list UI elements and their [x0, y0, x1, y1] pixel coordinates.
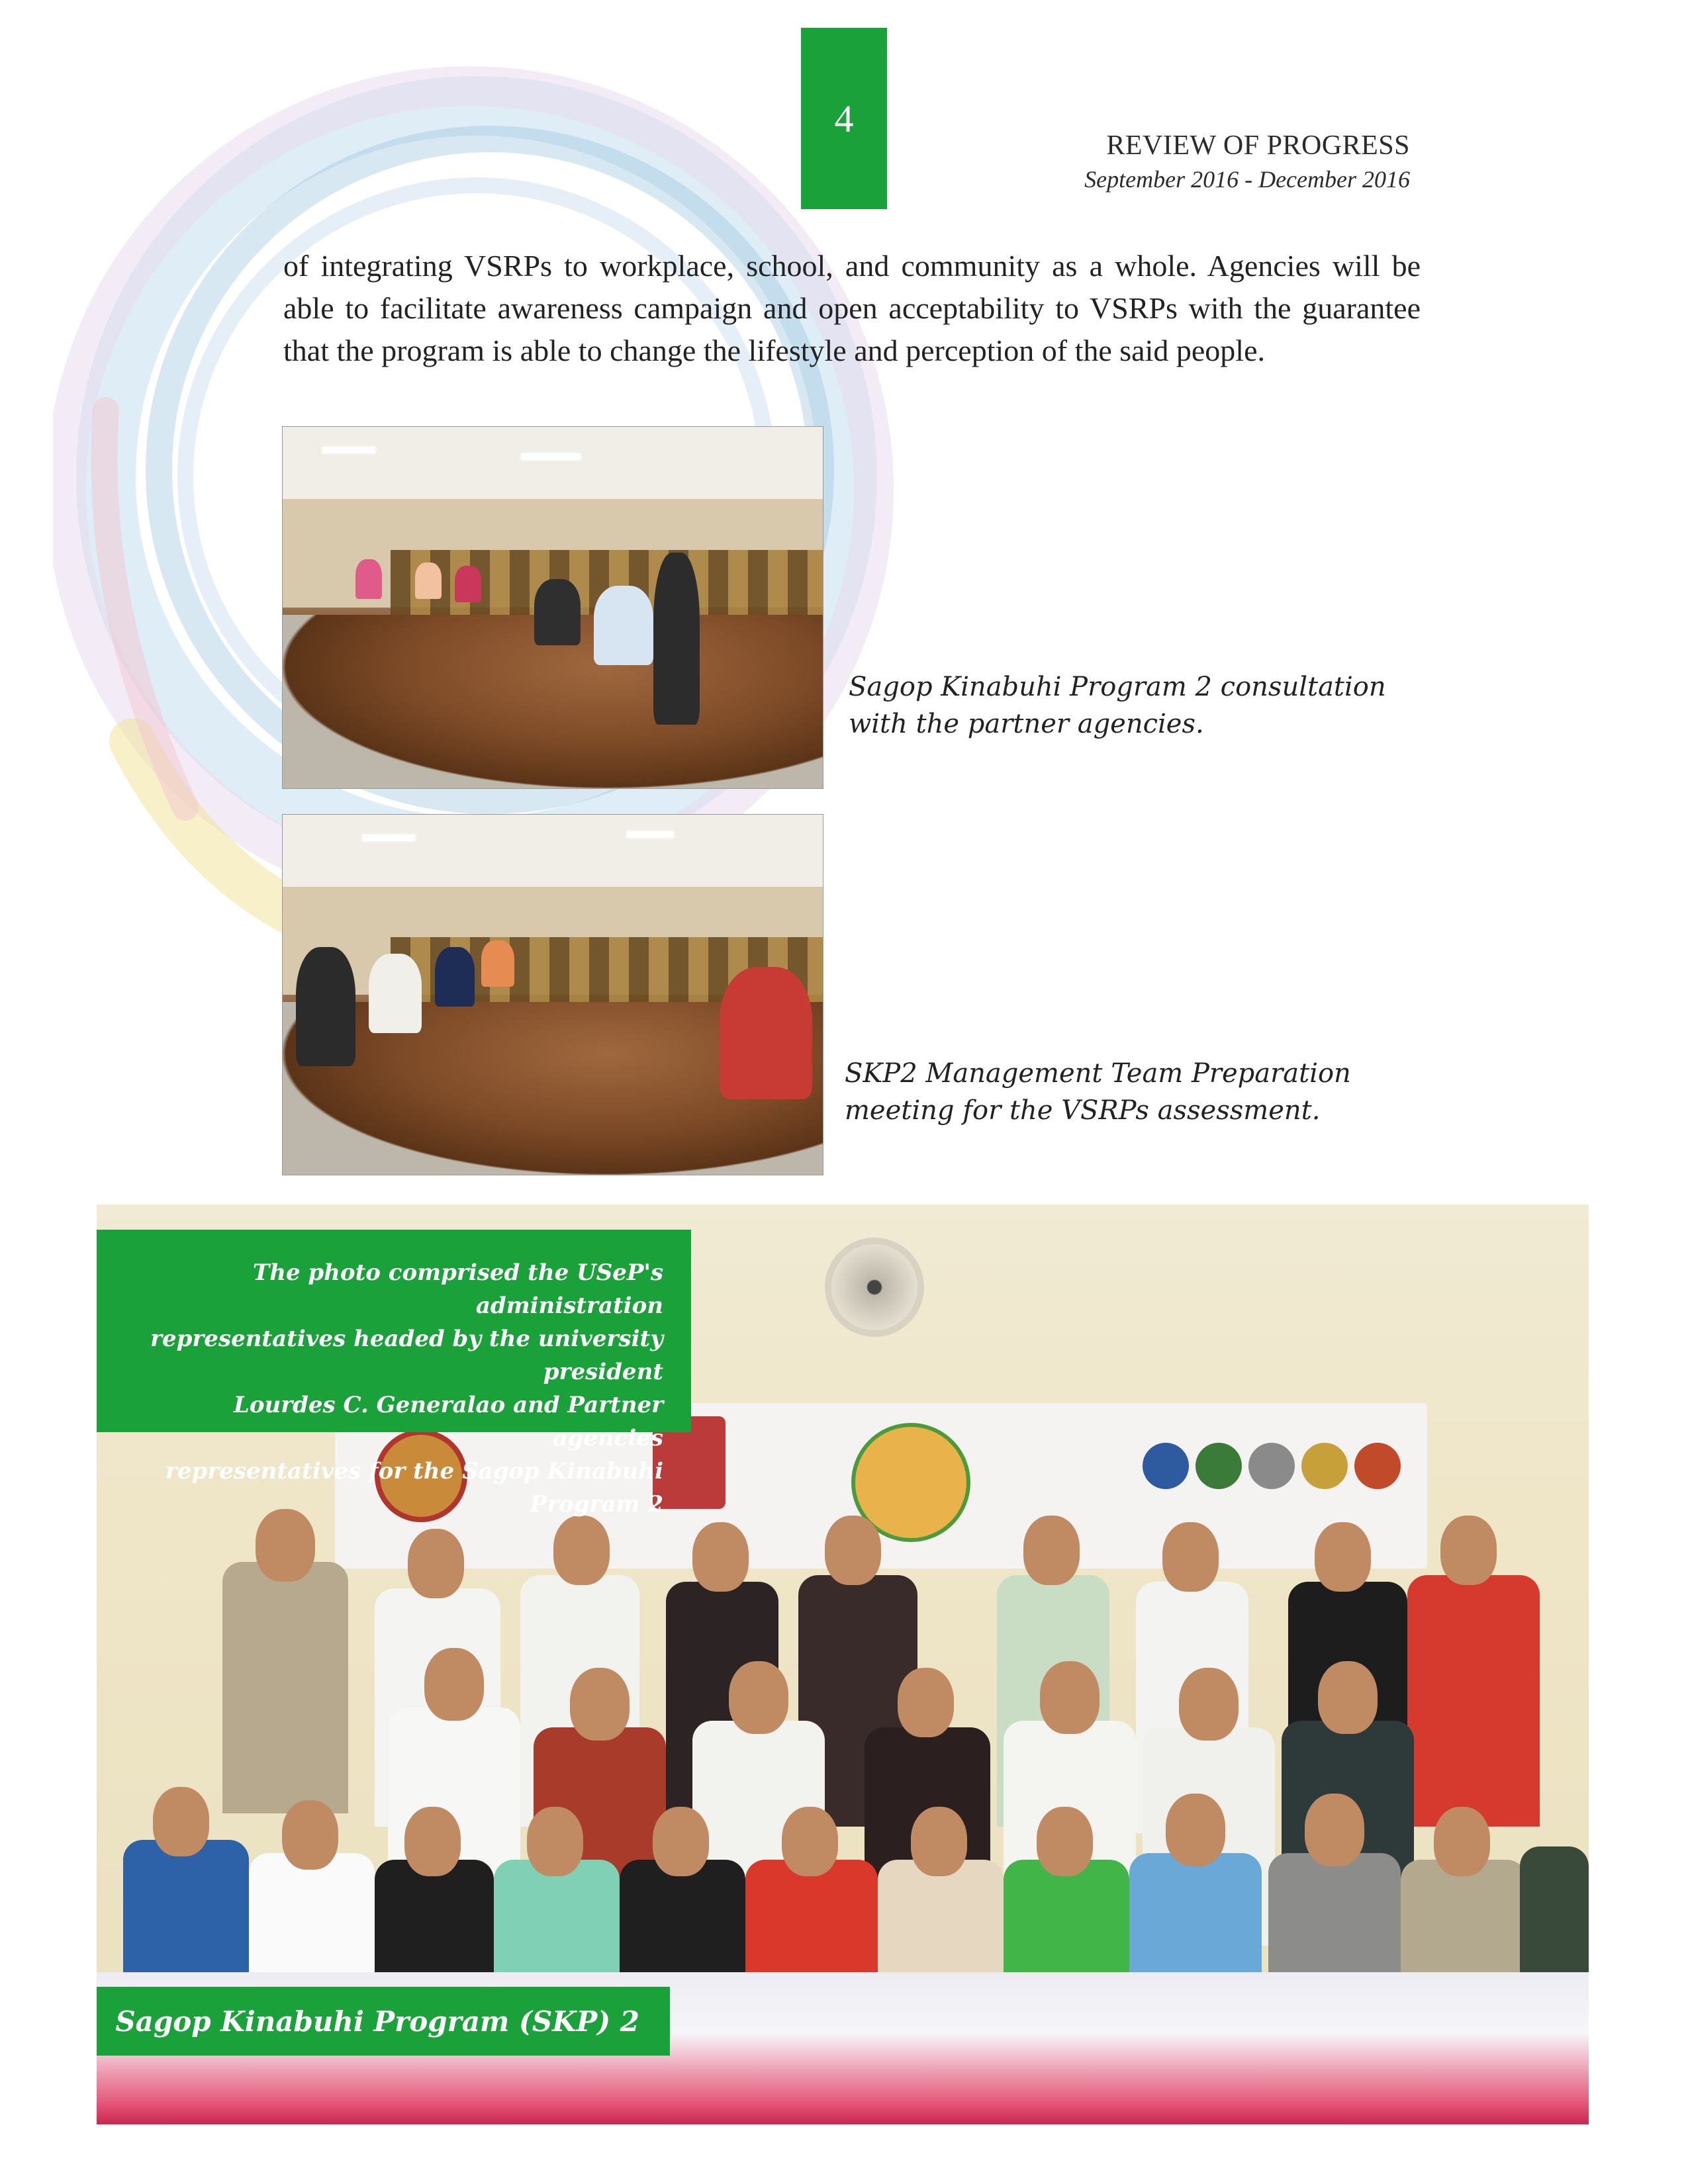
group-photo-label-box — [97, 1987, 670, 2056]
header-title: REVIEW OF PROGRESS — [1106, 130, 1410, 161]
group-photo-label: Sagop Kinabuhi Program (SKP) 2 — [115, 2005, 639, 2038]
management-meeting-photo — [282, 814, 823, 1175]
group-photo-description-line1: The photo comprised the USeP's administration — [252, 1259, 663, 1319]
body-paragraph: of integrating VSRPs to workplace, school, and community as a whole. Agencies will be able to facilitate awareness campaign and open acceptability to VSRPs with the guarantee that the program is able to change the lifestyle and perception of the said people. — [283, 249, 1421, 367]
group-photo-description-line3: Lourdes C. Generalao and Partner agencies — [233, 1392, 663, 1451]
consultation-photo — [282, 426, 823, 789]
group-photo-description-line4: representatives for the Sagop Kinabuhi Program 2 — [165, 1458, 663, 1518]
page-number-box — [801, 28, 887, 209]
photo1-caption-line2: with the partner agencies. — [849, 709, 1204, 739]
photo1-caption — [849, 668, 1391, 743]
photo1-caption-line1: Sagop Kinabuhi Program 2 consultation — [849, 672, 1386, 702]
wall-fan — [825, 1238, 924, 1337]
photo2-caption-line2: meeting for the VSRPs assessment. — [845, 1095, 1321, 1126]
header-date-range: September 2016 - December 2016 — [1084, 166, 1410, 193]
group-photo-description-box — [97, 1230, 691, 1518]
photo2-caption-line1: SKP2 Management Team Preparation — [845, 1058, 1351, 1089]
group-photo-description-line2: representatives headed by the university president — [150, 1326, 663, 1385]
page-number: 4 — [834, 97, 854, 140]
photo2-caption — [845, 1055, 1387, 1129]
